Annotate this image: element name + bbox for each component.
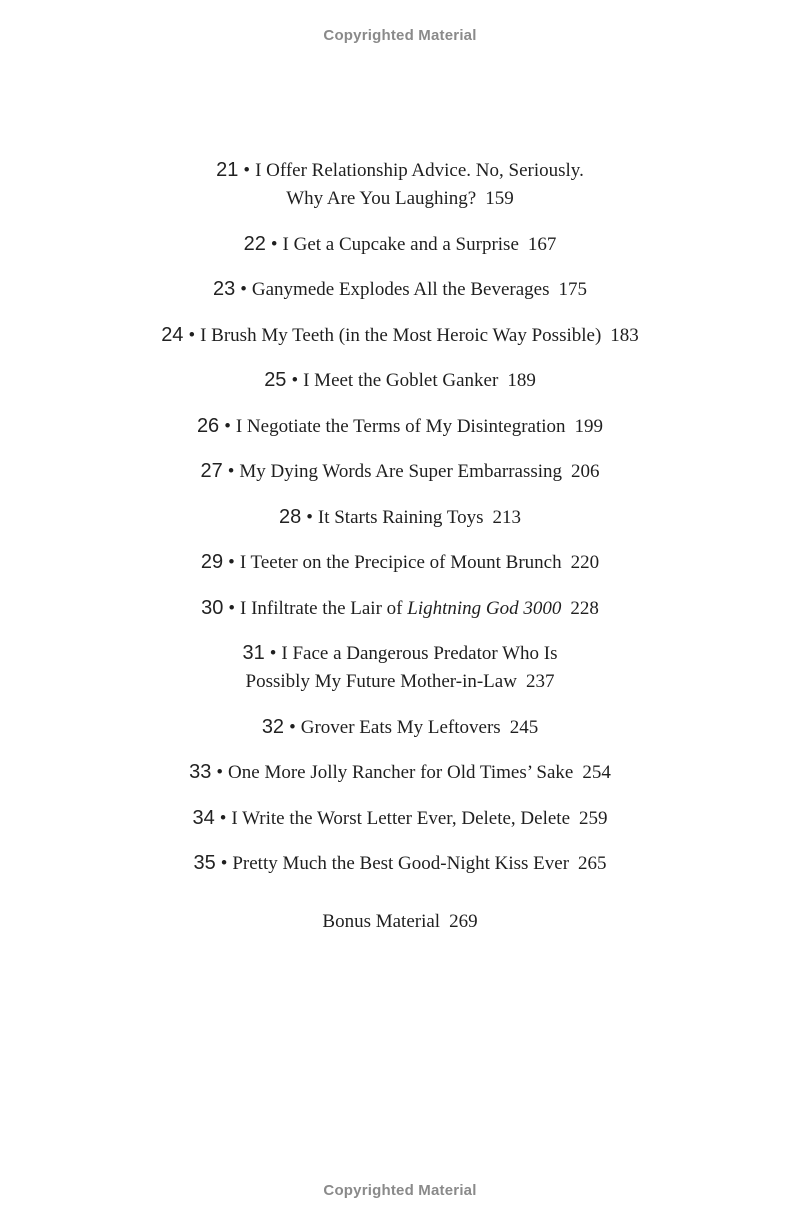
page-number: 199 — [574, 415, 604, 437]
bullet: • — [291, 370, 299, 391]
page-number: 228 — [570, 597, 599, 619]
chapter-number: 22 — [243, 232, 266, 255]
chapter-number: 21 — [216, 159, 239, 181]
bullet: • — [306, 506, 313, 528]
page-number: 245 — [509, 716, 539, 738]
chapter-title: Grover Eats My Leftovers — [300, 716, 501, 738]
table-of-contents — [0, 156, 800, 936]
chapter-title-continued: Why Are You Laughing? — [286, 188, 477, 209]
page-number: 206 — [571, 461, 600, 482]
chapter-number: 26 — [196, 414, 220, 437]
chapter-title: I Teeter on the Precipice of Mount Brunch — [239, 552, 562, 573]
page-number: 265 — [578, 853, 607, 874]
page-number: 167 — [527, 233, 557, 255]
chapter-title: Pretty Much the Best Good-Night Kiss Ever — [232, 853, 570, 874]
chapter-title: One More Jolly Rancher for Old Times’ Sake — [228, 762, 574, 783]
page-number: 183 — [610, 324, 639, 346]
toc-entry-25[interactable] — [0, 366, 800, 395]
chapter-title-italic: Lightning God 3000 — [407, 597, 562, 619]
chapter-title: I Offer Relationship Advice. No, Seriously. — [255, 160, 584, 181]
page-number: 237 — [525, 671, 555, 692]
chapter-title: It Starts Raining Toys — [317, 506, 484, 528]
bullet: • — [227, 461, 235, 482]
chapter-number: 31 — [242, 642, 265, 664]
bullet: • — [240, 279, 247, 300]
chapter-number: 24 — [161, 323, 184, 346]
page-number: 259 — [579, 807, 608, 829]
chapter-number: 28 — [278, 505, 302, 528]
toc-entry-34[interactable] — [0, 804, 800, 833]
watermark-top: Copyrighted Material — [323, 27, 477, 44]
bullet: • — [224, 415, 231, 437]
toc-entry-28[interactable] — [0, 503, 800, 532]
toc-entry-23[interactable] — [0, 275, 800, 304]
chapter-number: 25 — [264, 369, 287, 391]
toc-entry-22[interactable] — [0, 230, 800, 259]
chapter-title: I Write the Worst Letter Ever, Delete, Delete — [231, 807, 571, 829]
page-number: 213 — [492, 506, 522, 528]
toc-entry-bonus-material[interactable] — [0, 908, 800, 936]
toc-entry-30[interactable] — [0, 594, 800, 623]
chapter-number: 32 — [261, 715, 285, 738]
bullet: • — [228, 597, 236, 619]
page-number: 159 — [485, 188, 514, 209]
bullet: • — [219, 807, 227, 829]
chapter-number: 29 — [200, 551, 224, 573]
toc-entry-31[interactable] — [0, 639, 800, 696]
chapter-number: 30 — [201, 596, 224, 619]
toc-entry-29[interactable] — [0, 548, 800, 577]
chapter-number: 35 — [193, 852, 216, 874]
toc-entry-21[interactable] — [0, 156, 800, 213]
chapter-title: My Dying Words Are Super Embarrassing — [239, 461, 563, 482]
chapter-number: 27 — [200, 460, 223, 482]
toc-entry-33[interactable] — [0, 758, 800, 787]
toc-entry-26[interactable] — [0, 412, 800, 441]
page-number: 254 — [582, 762, 611, 783]
bullet: • — [243, 160, 251, 181]
chapter-title: I Brush My Teeth (in the Most Heroic Way Possible) — [200, 324, 602, 346]
page-number: 269 — [449, 911, 478, 932]
chapter-title: I Face a Dangerous Predator Who Is — [281, 643, 558, 664]
toc-entry-35[interactable] — [0, 849, 800, 878]
bonus-title: Bonus Material — [322, 911, 441, 932]
toc-entry-24[interactable] — [0, 321, 800, 350]
page-number: 175 — [558, 279, 587, 300]
bullet: • — [220, 853, 228, 874]
chapter-number: 23 — [213, 278, 236, 300]
bullet: • — [289, 716, 296, 738]
bullet: • — [216, 762, 224, 783]
toc-entry-27[interactable] — [0, 457, 800, 486]
bullet: • — [228, 552, 235, 573]
chapter-title: I Negotiate the Terms of My Disintegration — [235, 415, 566, 437]
bullet: • — [188, 324, 196, 346]
chapter-title: I Get a Cupcake and a Surprise — [282, 233, 519, 255]
page-number: 189 — [507, 370, 536, 391]
bullet: • — [270, 233, 278, 255]
chapter-title: I Infiltrate the Lair of — [240, 597, 403, 619]
chapter-number: 33 — [189, 761, 212, 783]
page-number: 220 — [570, 552, 600, 573]
chapter-title: I Meet the Goblet Ganker — [303, 370, 499, 391]
chapter-number: 34 — [192, 806, 215, 829]
chapter-title-continued: Possibly My Future Mother-in-Law — [245, 671, 517, 692]
toc-entry-32[interactable] — [0, 713, 800, 742]
bullet: • — [269, 643, 277, 664]
watermark-bottom: Copyrighted Material — [323, 1182, 477, 1199]
chapter-title: Ganymede Explodes All the Beverages — [251, 279, 550, 300]
